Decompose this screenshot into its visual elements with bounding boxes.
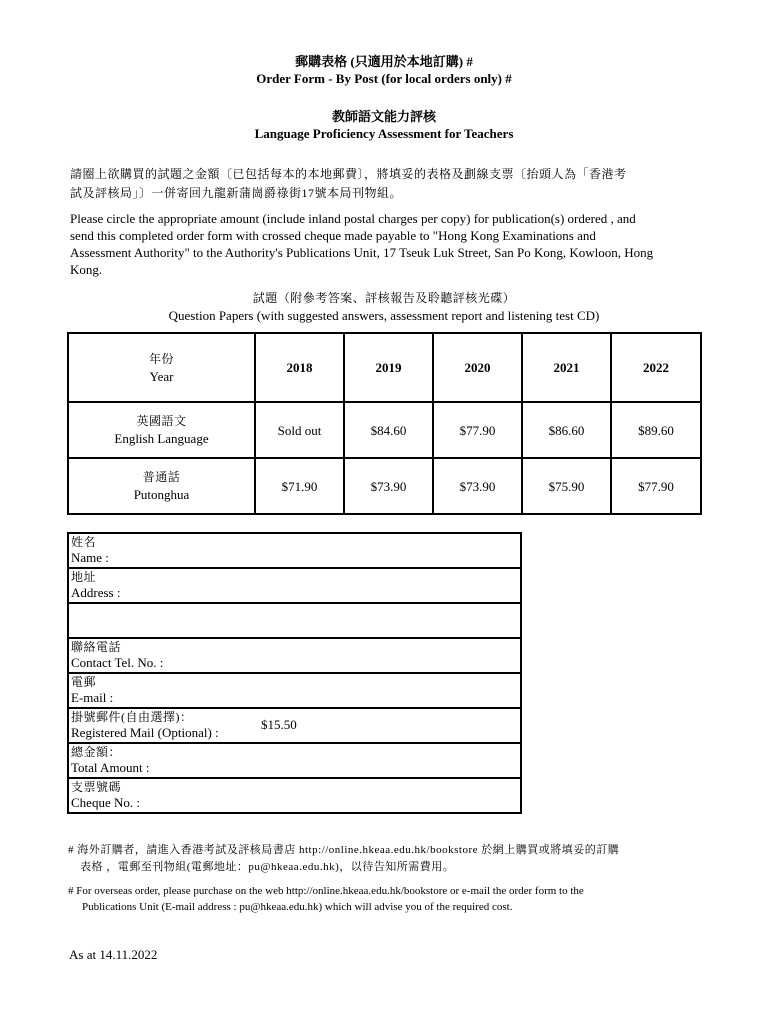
subject-cell-english <box>68 402 255 458</box>
year-2021: 2021 <box>522 333 611 402</box>
form-row-total <box>68 743 521 778</box>
order-details-form <box>67 532 522 814</box>
cheque-label-cn: 支票號碼 <box>71 780 122 794</box>
subject-cell-putonghua <box>68 458 255 514</box>
as-at-date: As at 14.11.2022 <box>69 947 158 962</box>
year-label-cn: 年份 <box>148 351 174 366</box>
instructions-cn-line2: 試及評核局」〕一併寄回九龍新蒲崗爵祿街17號本局刊物組。 <box>70 186 403 200</box>
registered-mail-field[interactable] <box>68 708 521 743</box>
instructions-en-line2: send this completed order form with crossed cheque made payable to "Hong Kong Examinations and <box>70 228 596 243</box>
email-label-cn: 電郵 <box>71 675 97 689</box>
address-label-en: Address : <box>71 585 121 600</box>
form-row-address-continued <box>68 603 521 638</box>
year-2022: 2022 <box>611 333 701 402</box>
table-row-putonghua <box>68 458 701 514</box>
title-cn: 郵購表格 (只適用於本地訂購) # <box>295 54 473 69</box>
question-papers-heading-cn: 試題（附參考答案、評核報告及聆聽評核光碟） <box>252 291 516 305</box>
note-cn-line2: 表格 ，電郵至刊物組(電郵地址：pu@hkeaa.edu.hk)，以待告知所需費用。 <box>80 861 455 873</box>
name-field[interactable] <box>68 533 521 568</box>
year-2019: 2019 <box>344 333 433 402</box>
price-table <box>67 332 702 515</box>
address-field-line2[interactable] <box>68 603 521 638</box>
form-row-cheque <box>68 778 521 813</box>
note-cn-line1: # 海外訂購者，請進入香港考試及評核局書店 http://online.hkeaa.edu.hk/bookstore 於網上購買或將填妥的訂購 <box>68 844 620 856</box>
price-cell[interactable]: $89.60 <box>611 402 701 458</box>
year-2018: 2018 <box>255 333 344 402</box>
question-papers-heading-en: Question Papers (with suggested answers, assessment report and listening test CD) <box>168 308 600 323</box>
email-label-en: E-mail : <box>71 690 114 705</box>
name-label-en: Name : <box>71 550 109 565</box>
subject-label-en: English Language <box>114 431 209 446</box>
note-en-line1: # For overseas order, please purchase on the web http://online.hkeaa.edu.hk/bookstore or e-mail the order form to the <box>68 885 584 897</box>
price-cell[interactable]: $77.90 <box>611 458 701 514</box>
note-en-line2: Publications Unit (E-mail address : pu@hkeaa.edu.hk) which will advise you of the required cost. <box>82 901 513 913</box>
subtitle-cn: 教師語文能力評核 <box>331 109 436 124</box>
subtitle-en: Language Proficiency Assessment for Teachers <box>254 126 514 141</box>
registered-mail-label-cn: 掛號郵件(自由選擇)： <box>71 710 193 724</box>
cheque-label-en: Cheque No. : <box>71 795 140 810</box>
price-cell[interactable]: $73.90 <box>344 458 433 514</box>
instructions-en-line4: Kong. <box>70 262 103 277</box>
tel-label-en: Contact Tel. No. : <box>71 655 164 670</box>
address-field[interactable] <box>68 568 521 603</box>
form-row-address <box>68 568 521 603</box>
price-cell[interactable]: $84.60 <box>344 402 433 458</box>
instructions-en-line1: Please circle the appropriate amount (include inland postal charges per copy) for publication(s) ordered , and <box>70 211 636 226</box>
name-label-cn: 姓名 <box>71 535 97 549</box>
title-en: Order Form - By Post (for local orders only) # <box>256 71 512 86</box>
subject-label-en: Putonghua <box>133 487 190 502</box>
year-2020: 2020 <box>433 333 522 402</box>
price-cell[interactable]: $71.90 <box>255 458 344 514</box>
price-cell[interactable]: Sold out <box>255 402 344 458</box>
form-row-email <box>68 673 521 708</box>
cheque-no-field[interactable] <box>68 778 521 813</box>
form-row-registered-mail <box>68 708 521 743</box>
year-label-en: Year <box>149 368 174 384</box>
price-cell[interactable]: $86.60 <box>522 402 611 458</box>
registered-mail-label-en: Registered Mail (Optional) : <box>71 725 219 740</box>
form-row-name <box>68 533 521 568</box>
address-label-cn: 地址 <box>71 570 97 584</box>
price-table-header-row <box>68 333 701 402</box>
year-header-cell <box>68 333 255 402</box>
contact-tel-field[interactable] <box>68 638 521 673</box>
tel-label-cn: 聯絡電話 <box>71 640 122 654</box>
price-cell[interactable]: $75.90 <box>522 458 611 514</box>
price-cell[interactable]: $77.90 <box>433 402 522 458</box>
total-label-en: Total Amount : <box>71 760 150 775</box>
total-label-cn: 總金額： <box>71 745 122 759</box>
subject-label-cn: 英國語文 <box>136 414 187 428</box>
instructions-en-line3: Assessment Authority" to the Authority's Publications Unit, 17 Tseuk Luk Street, San Po Kong, Kowloon, Hong <box>70 245 654 260</box>
price-cell[interactable]: $73.90 <box>433 458 522 514</box>
instructions-cn-line1: 請圈上欲購買的試題之金額〔已包括每本的本地郵費〕，將填妥的表格及劃線支票〔抬頭人為「香港考 <box>70 167 627 181</box>
subject-label-cn: 普通話 <box>142 470 181 484</box>
table-row-english <box>68 402 701 458</box>
form-row-tel <box>68 638 521 673</box>
registered-mail-price[interactable]: $15.50 <box>261 717 297 732</box>
email-field[interactable] <box>68 673 521 708</box>
total-amount-field[interactable] <box>68 743 521 778</box>
